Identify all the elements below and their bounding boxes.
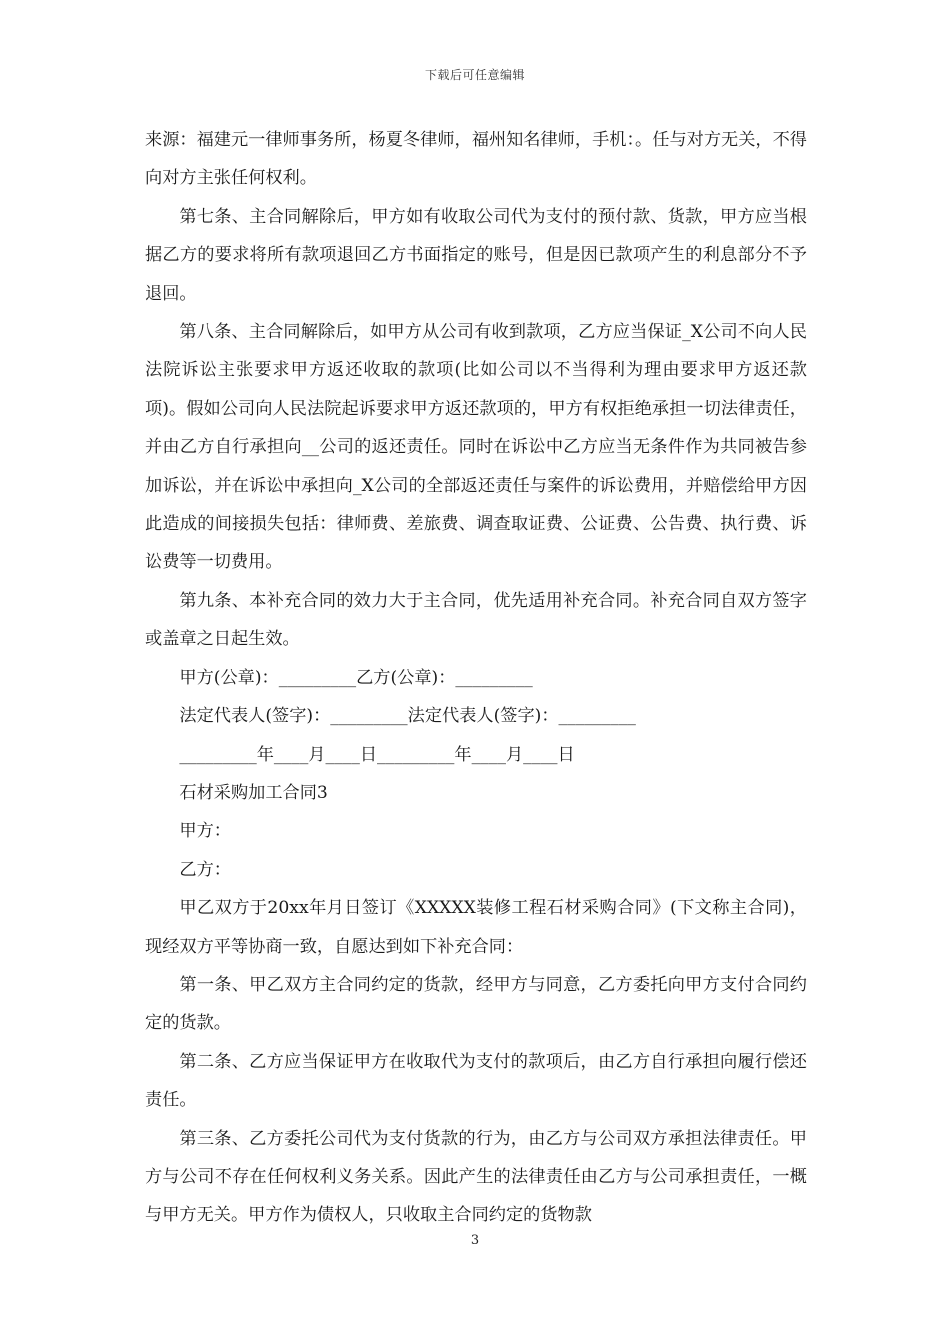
party-b-line: 乙方：	[179, 859, 231, 880]
paragraph-continuation: 来源：福建元一律师事务所，杨夏冬律师，福州知名律师，手机：。任与对方无关，不得向对方主张任何权利。	[145, 130, 807, 189]
contract-title: 石材采购加工合同3	[179, 782, 328, 803]
paragraph-article-7: 第七条、主合同解除后，甲方如有收取公司代为支付的预付款、货款，甲方应当根据乙方的要求将所有款项退回乙方书面指定的账号，但是因已款项产生的利息部分不予退回。	[145, 206, 807, 304]
page-number: 3	[470, 1233, 480, 1248]
paragraph-article-2: 第二条、乙方应当保证甲方在收取代为支付的款项后，由乙方自行承担向履行偿还责任。	[145, 1051, 807, 1111]
signature-seal-line: 甲方(公章)：_________乙方(公章)：_________	[179, 667, 533, 688]
paragraph-article-9: 第九条、本补充合同的效力大于主合同，优先适用补充合同。补充合同自双方签字或盖章之日起生效。	[145, 590, 807, 650]
party-a-line: 甲方：	[179, 821, 231, 842]
paragraph-preamble: 甲乙双方于20xx年月日签订《XXXXX装修工程石材采购合同》(下文称主合同)，现经双方平等协商一致，自愿达到如下补充合同：	[145, 898, 807, 957]
document-body	[145, 121, 807, 1235]
paragraph-article-8: 第八条、主合同解除后，如甲方从公司有收到款项，乙方应当保证_X公司不向人民法院诉讼主张要求甲方返还收取的款项(比如公司以不当得利为理由要求甲方返还款项)。假如公司向人民法院起诉要求甲方返还款项的，甲方有权拒绝承担一切法律责任，并由乙方自行承担向__公司的返还责任。同时在诉讼中乙方应当无条件作为共同被告参加诉讼，并在诉讼中承担向_X公司的全部返还责任与案件的诉讼费用，并赔偿给甲方因此造成的间接损失包括：律师费、差旅费、调查取证费、公证费、公告费、执行费、诉讼费等一切费用。	[145, 322, 807, 573]
page-header: 下载后可任意编辑	[424, 68, 525, 82]
signature-date-line: _________年____月____日_________年____月____日	[179, 744, 575, 765]
signature-representative-line: 法定代表人(签字)：_________法定代表人(签字)：_________	[179, 706, 636, 727]
paragraph-article-1: 第一条、甲乙双方主合同约定的货款，经甲方与同意，乙方委托向甲方支付合同约定的货款。	[145, 974, 807, 1034]
paragraph-article-3: 第三条、乙方委托公司代为支付货款的行为，由乙方与公司双方承担法律责任。甲方与公司不存在任何权利义务关系。因此产生的法律责任由乙方与公司承担责任，一概与甲方无关。甲方作为债权人，只收取主合同约定的货物款	[145, 1128, 807, 1226]
